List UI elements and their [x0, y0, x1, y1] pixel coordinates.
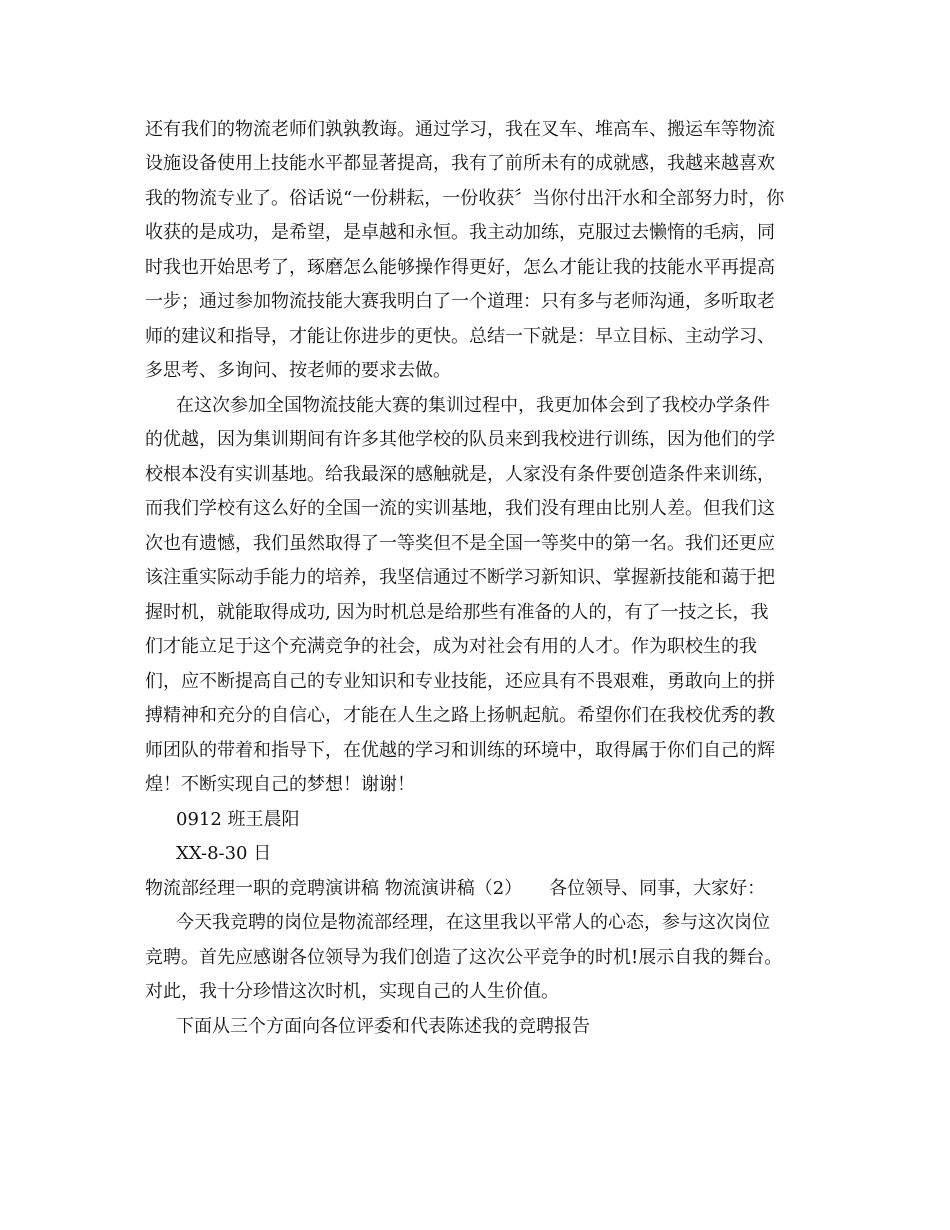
- date-line: XX-8-30 日: [176, 843, 272, 864]
- text-line: 而我们学校有这么好的全国一流的实训基地，我们没有理由比别人差。但我们这: [145, 498, 775, 519]
- text-line: 多思考、多询问、按老师的要求去做。: [145, 360, 451, 381]
- text-line: 还有我们的物流老师们孰孰教诲。通过学习，我在叉车、堆高车、搬运车等物流: [145, 119, 775, 140]
- text-line: 次也有遗憾，我们虽然取得了一等奖但不是全国一等奖中的第一名。我们还更应: [145, 533, 775, 554]
- text-line: 师的建议和指导，才能让你进步的更快。总结一下就是：早立目标、主动学习、: [145, 326, 775, 347]
- text-line: 们才能立足于这个充满竞争的社会，成为对社会有用的人才。作为职校生的我: [145, 636, 757, 657]
- text-line: 师团队的带着和指导下，在优越的学习和训练的环境中，取得属于你们自己的辉: [145, 740, 775, 761]
- author-signature: 0912 班王晨阳: [176, 809, 300, 830]
- text-line: 对此，我十分珍惜这次时机，实现自己的人生价值。: [145, 981, 559, 1002]
- paragraph-start-line: 在这次参加全国物流技能大赛的集训过程中，我更加体会到了我校办学条件: [176, 395, 770, 416]
- text-line: 煌！不断实现自己的梦想！谢谢！: [145, 774, 415, 795]
- text-line: 一步；通过参加物流技能大赛我明白了一个道理：只有多与老师沟通，多听取老: [145, 291, 775, 312]
- paragraph-start-line: 下面从三个方面向各位评委和代表陈述我的竞聘报告: [176, 1016, 590, 1037]
- text-line: 握时机，就能取得成功, 因为时机总是给那些有准备的人的，有了一技之长，我: [145, 602, 769, 623]
- text-line: 搏精神和充分的自信心，才能在人生之路上扬帆起航。希望你们在我校优秀的教: [145, 705, 775, 726]
- text-line: 收获的是成功，是希望，是卓越和永恒。我主动加练，克服过去懒惰的毛病，同: [145, 222, 775, 243]
- text-line: 竞聘。首先应感谢各位领导为我们创造了这次公平竞争的时机!展示自我的舞台。: [145, 947, 783, 968]
- text-line: 们，应不断提高自己的专业知识和专业技能，还应具有不畏艰难，勇敢向上的拼: [145, 671, 775, 692]
- text-line: 设施设备使用上技能水平都显著提高，我有了前所未有的成就感，我越来越喜欢: [145, 153, 775, 174]
- section-title: 物流部经理一职的竞聘演讲稿 物流演讲稿（2） 各位领导、同事，大家好：: [145, 878, 766, 899]
- text-line: 该注重实际动手能力的培养，我坚信通过不断学习新知识、掌握新技能和蔼于把: [145, 567, 775, 588]
- text-line: 的优越，因为集训期间有许多其他学校的队员来到我校进行训练，因为他们的学: [145, 429, 775, 450]
- paragraph-start-line: 今天我竞聘的岗位是物流部经理，在这里我以平常人的心态，参与这次岗位: [176, 912, 770, 933]
- text-line: 时我也开始思考了，琢磨怎么能够操作得更好，怎么才能让我的技能水平再提高: [145, 257, 775, 278]
- text-line: 我的物流专业了。俗话说“一份耕耘，一份收获〞当你付出汗水和全部努力时，你: [145, 188, 785, 209]
- text-line: 校根本没有实训基地。给我最深的感触就是，人家没有条件要创造条件来训练，: [145, 464, 775, 485]
